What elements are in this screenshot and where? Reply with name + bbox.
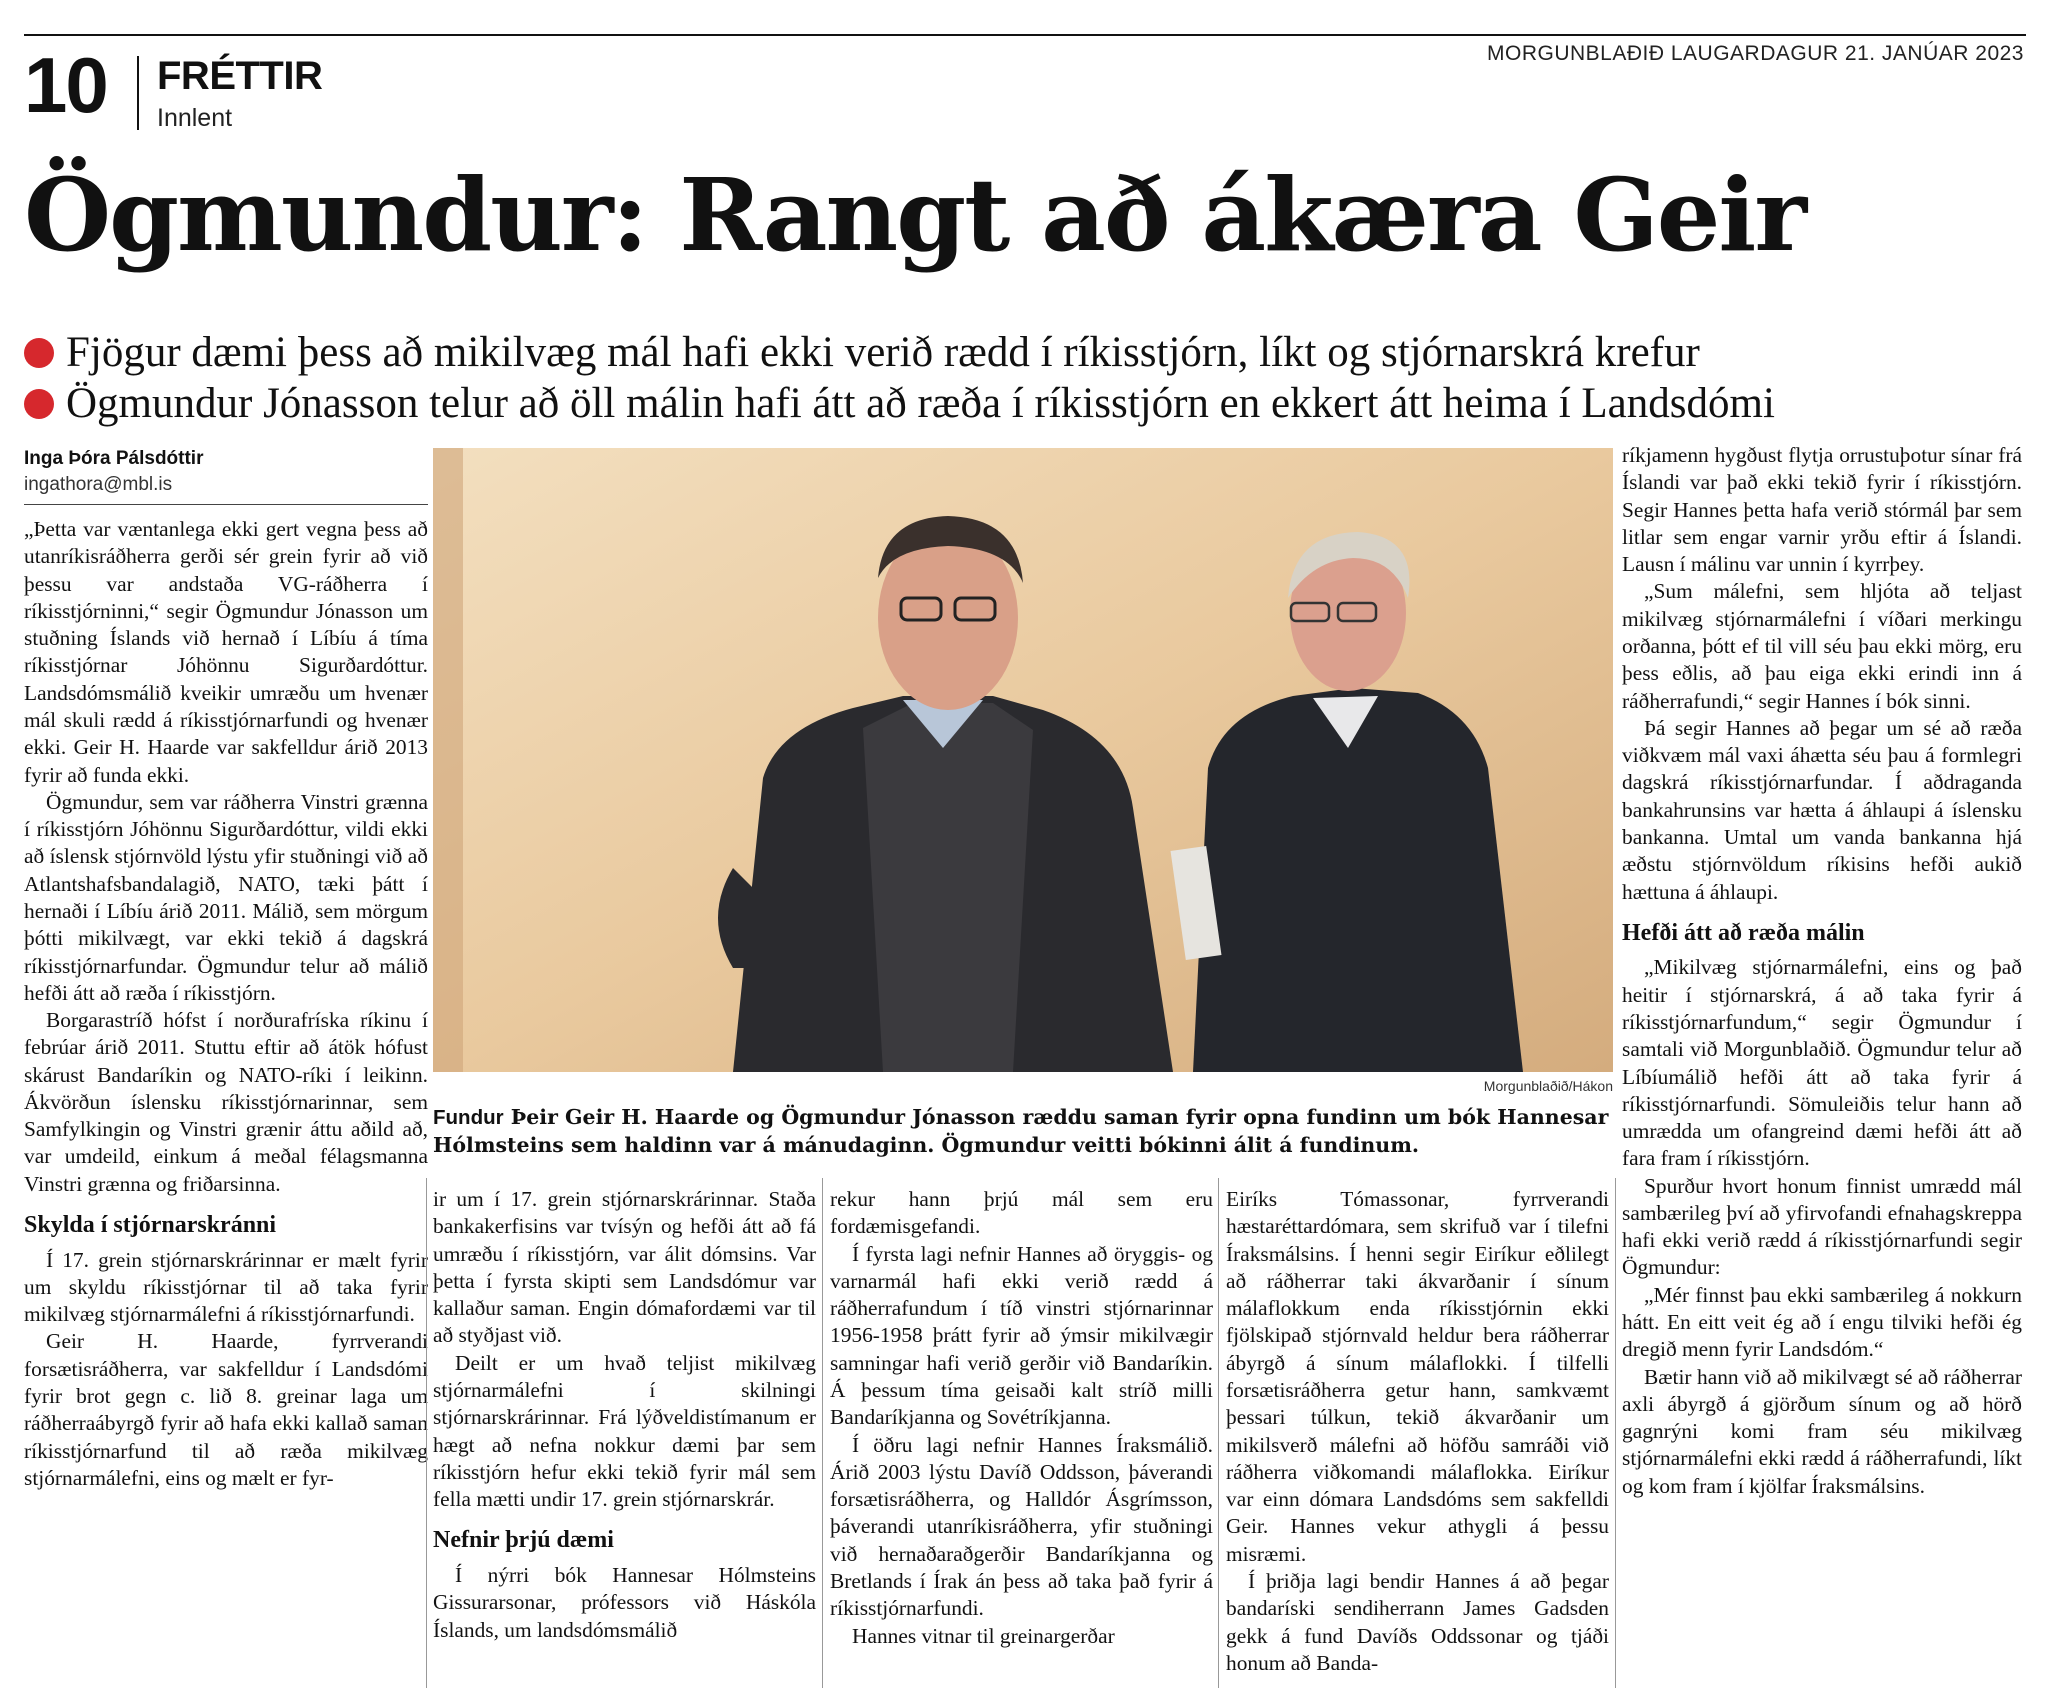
paragraph: Þá segir Hannes að þegar um sé að ræða viðkvæm mál vaxi áhætta séu þau á formlegri dagskrá ríkisstjórnarfundar. Í aðdraganda bankahrunsins var hætta á áhlaupi á íslensku bankanna. Umtal um vanda bankanna hjá æðstu stjórnvöldum ríkisins hefði aukið hættuna á áhlaupi. [1622, 715, 2022, 904]
bullet-icon [24, 338, 54, 368]
subheads [24, 328, 2034, 429]
subsection-name: Innlent [157, 104, 233, 132]
paragraph: „Þetta var væntanlega ekki gert vegna þess að utanríkisráðherra gerði sér grein fyrir að við þessu var andstaða VG-ráðherra í ríkisstjórninni,“ segir Ögmundur Jónasson um stuðning Íslands við hernað í Líbíu á tíma ríkisstjórnar Jóhönnu Sigurðardóttur. Landsdómsmálið kveikir umræðu um hvenær mál skuli rædd á ríkisstjórnarfundi og hvenær ekki. Geir H. Haarde var sakfelldur árið 2013 fyrir að funda ekki. [24, 517, 428, 787]
paragraph: Í fyrsta lagi nefnir Hannes að öryggis- og varnarmál hafi ekki verið rædd á ráðherrafundum í tíð vinstri stjórnarinnar 1956-1958 þrátt fyrir að ýmsir mikilvægir samningar hafi verið gerðir við Bandaríkin. Á þessum tíma geisaði kalt stríð milli Bandaríkjanna og Sovétríkjanna. [830, 1241, 1213, 1430]
paragraph: Deilt er um hvað teljist mikilvæg stjórnarmálefni í skilningi stjórnarskrárinnar. Frá lýðveldistímanum er hægt að nefna nokkur dæmi þar sem ríkisstjórn hefur ekki tekið fyrir mál sem fella mætti undir 17. grein stjórnarskrár. [433, 1350, 816, 1512]
article-column-4 [1226, 1186, 1609, 1677]
subheading: Nefnir þrjú dæmi [433, 1527, 614, 1554]
subhead-text: Ögmundur Jónasson telur að öll málin hafi átt að ræða í ríkisstjórn en ekkert átt heima í Landsdómi [66, 379, 1775, 427]
subheading: Skylda í stjórnarskránni [24, 1212, 277, 1239]
photo-illustration [433, 448, 1613, 1072]
byline-rule [24, 504, 428, 505]
article-column-1 [24, 516, 428, 1492]
paragraph: rekur hann þrjú mál sem eru fordæmisgefandi. [830, 1187, 1213, 1239]
paragraph: Í þriðja lagi bendir Hannes á að þegar bandaríski sendiherrann James Gadsden gekk á fund Davíðs Oddssonar og tjáði honum að Banda- [1226, 1568, 1609, 1675]
subheading: Hefði átt að ræða málin [1622, 919, 1865, 946]
column-rule [822, 1178, 823, 1688]
caption-kicker: Fundur [433, 1106, 504, 1129]
headline: Ögmundur: Rangt að ákæra Geir [24, 156, 1806, 274]
publication-date: MORGUNBLAÐIÐ LAUGARDAGUR 21. JANÚAR 2023 [1487, 42, 2024, 65]
paragraph: Borgarastríð hófst í norðurafríska ríkinu í febrúar árið 2011. Stuttu eftir að átök hófust skárust Bandaríkin og NATO-ríki í leikinn. Ákvörðun íslensku ríkisstjórnarinnar, sem Samfylkingin og Vinstri grænir áttu aðild að, var umdeild, einkum á meðal félagsmanna Vinstri grænna og friðarsinna. [24, 1008, 428, 1196]
paragraph: Ögmundur, sem var ráðherra Vinstri grænna í ríkisstjórn Jóhönnu Sigurðardóttur, vildi ekki að íslensk stjórnvöld lýstu yfir stuðningi við að Atlantshafsbandalagið, NATO, tæki þátt í hernaði í Líbíu árið 2011. Málið, sem mörgum þótti mikilvægt, var ekki tekið á dagskrá ríkisstjórnarfundar. Ögmundur telur að málið hefði átt að ræða í ríkisstjórn. [24, 789, 428, 1005]
paragraph: Í öðru lagi nefnir Hannes Íraksmálið. Árið 2003 lýstu Davíð Oddsson, þáverandi forsætisráðherra, og Halldór Ásgrímsson, þáverandi utanríkisráðherra, yfir stuðningi við hernaðaraðgerðir Bandaríkjanna og Bretlands í Írak án þess að taka það fyrir á ríkisstjórnarfundi. [830, 1432, 1213, 1621]
paragraph: Geir H. Haarde, fyrrverandi forsætisráðherra, var sakfelldur í Landsdómi fyrir brot gegn c. lið 8. greinar laga um ráðherraábyrgð fyrir að hafa ekki kallað saman ríkisstjórnarfund til að ræða mikilvæg stjórnarmálefni, eins og mælt er fyr- [24, 1329, 428, 1490]
paragraph: „Mikilvæg stjórnarmálefni, eins og það heitir í stjórnarskrá, á að taka fyrir á ríkisstjórnarfundum,“ segir Ögmundur í samtali við Morgunblaðið. Ögmundur telur að Líbíumálið hefði átt að taka fyrir á ríkisstjórnarfundi. Sömuleiðis telur hann að umrædda um ofangreind dæmi hefði átt að fara fram í ríkisstjórn. [1622, 955, 2022, 1171]
paragraph: ríkjamenn hygðust flytja orrustuþotur sínar frá Íslandi var það ekki tekið fyrir í ríkisstjórn. Segir Hannes þetta hafa verið stórmál þar sem litlar sem engar varnir yrðu eftir á Íslandi. Lausn í málinu var unnin í kyrrþey. [1622, 443, 2022, 577]
page-number: 10 [24, 41, 107, 129]
paragraph: Í 17. grein stjórnarskrárinnar er mælt fyrir um skyldu ríkisstjórnar til að taka fyrir mikilvæg stjórnarmálefni á ríkisstjórnarfundi. [24, 1247, 428, 1327]
subhead-1 [24, 328, 2034, 379]
article-column-2 [433, 1186, 816, 1644]
photo-caption [433, 1104, 1613, 1159]
subhead-2 [24, 379, 2034, 430]
column-rule [426, 1178, 427, 1688]
masthead-rule [24, 34, 2026, 36]
paragraph: Hannes vitnar til greinargerðar [852, 1623, 1115, 1648]
paragraph: ir um í 17. grein stjórnarskrárinnar. Staða bankakerfisins var tvísýn og hefði átt að fá umræðu í ríkisstjórn, var álit dómsins. Var þetta í fyrsta skipti sem Landsdómur var kallaður saman. Engin dómafordæmi var til að styðjast við. [433, 1187, 816, 1348]
masthead-divider [137, 56, 139, 130]
section-name: FRÉTTIR [157, 54, 323, 98]
paragraph: Spurður hvort honum finnist umrædd mál sambærileg því að yfirvofandi efnahagskreppa hafi ekki verið rædd á ríkisstjórnarfundi segir Ögmundur: [1622, 1173, 2022, 1280]
paragraph: Í nýrri bók Hannesar Hólmsteins Gissurarsonar, prófessors við Háskóla Íslands, um landsdómsmálið [433, 1562, 816, 1642]
subhead-text: Fjögur dæmi þess að mikilvæg mál hafi ekki verið rædd í ríkisstjórn, líkt og stjórnarskrá krefur [66, 329, 1700, 376]
paragraph: „Mér finnst þau ekki sambærileg á nokkurn hátt. En eitt veit ég að í engu tilviki hefði ég dregið menn fyrir Landsdóm.“ [1622, 1282, 2022, 1362]
byline-email: ingathora@mbl.is [24, 474, 173, 495]
photo-credit: Morgunblaðið/Hákon [1483, 1078, 1613, 1094]
article-photo [433, 448, 1613, 1072]
byline-name: Inga Þóra Pálsdóttir [24, 448, 204, 469]
article-column-3 [830, 1186, 1213, 1650]
paragraph: „Sum málefni, sem hljóta að teljast mikilvæg stjórnarmálefni í víðari merkingu orðanna, þótt ef til vill séu þau ekki mörg, eru þess eðlis, að þau eiga ekki erindi inn á ráðherrafundi,“ segir Hannes í bók sinni. [1622, 579, 2022, 713]
article-column-5 [1622, 442, 2022, 1500]
bullet-icon [24, 389, 54, 419]
column-rule [1615, 1178, 1616, 1688]
column-rule [1218, 1178, 1219, 1688]
paragraph: Eiríks Tómassonar, fyrrverandi hæstaréttardómara, sem skrifuð var í tilefni Íraksmálsins. Í henni segir Eiríkur eðlilegt að ráðherrar taki ákvarðanir í sínum málaflokkum enda ríkisstjórnin ekki fjölskipað stjórnvald heldur bera ráðherrar ábyrgð á sínum málaflokki. Í tilfelli forsætisráðherra getur hann, samkvæmt þessari túlkun, tekið ákvarðanir um mikilsverð málefni að höfðu samráði við ráðherra viðkomandi málaflokka. Eiríkur var einn dómara Landsdóms sem sakfelldi Geir. Hannes vekur athygli á þessu misræmi. [1226, 1187, 1609, 1566]
caption-text: Þeir Geir H. Haarde og Ögmundur Jónasson ræddu saman fyrir opna fundinn um bók Hannesar Hólmsteins sem haldinn var á mánudaginn. Ögmundur veitti bókinni álit á fundinum. [433, 1105, 1609, 1157]
paragraph: Bætir hann við að mikilvægt sé að ráðherrar axli ábyrgð á gjörðum sínum og að hörð gagnrýni komi fram séu mikilvæg stjórnarmálefni ekki rædd á ráðherrafundi, líkt og kom fram í kjölfar Íraksmálsins. [1622, 1364, 2022, 1498]
